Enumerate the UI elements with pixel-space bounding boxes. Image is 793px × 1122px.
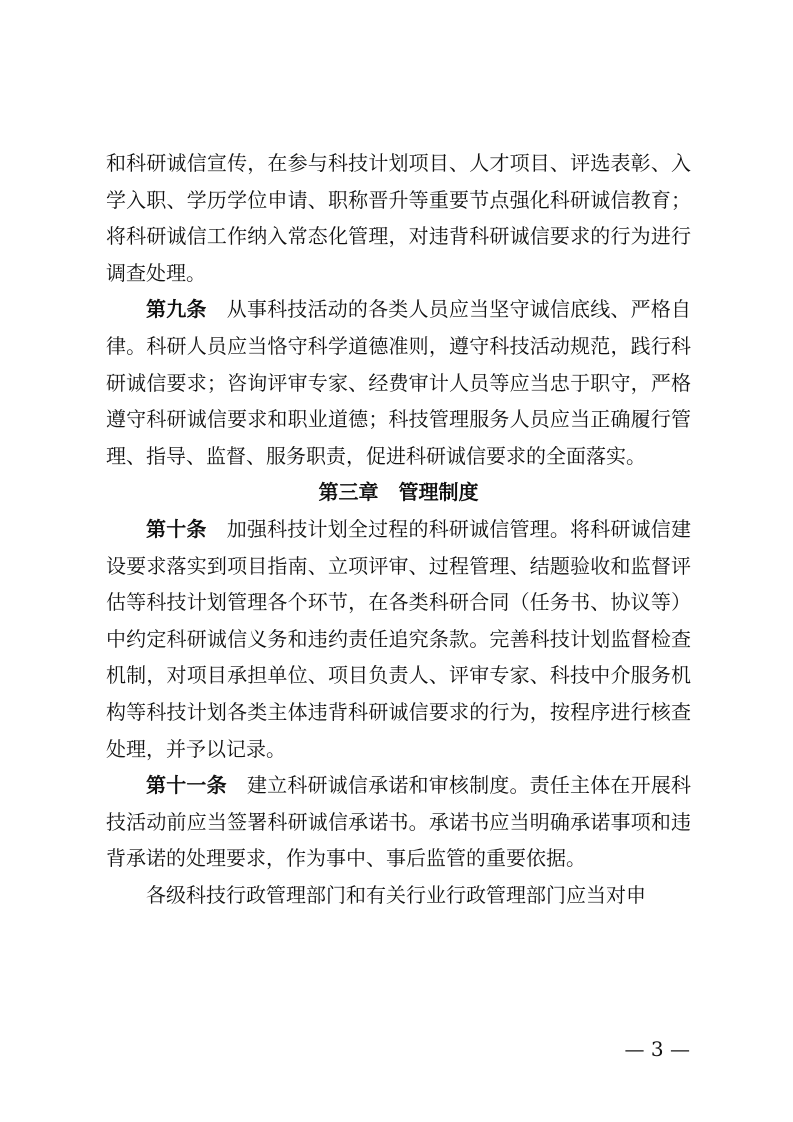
page-number: — 3 — bbox=[624, 1037, 690, 1061]
article-10 bbox=[106, 511, 691, 767]
article-text: 加强科技计划全过程的科研诚信管理。将科研诚信建设要求落实到项目指南、立项评审、过程管理、结题验收和监督评估等科技计划管理各个环节，在各类科研合同（任务书、协议等）中约定科研诚信义务和违约责任追究条款。完善科技计划监督检查机制，对项目承担单位、项目负责人、评审专家、科技中介服务机构等科技计划各类主体违背科研诚信要求的行为，按程序进行核查处理，并予以记录。 bbox=[106, 516, 692, 761]
paragraph-text: 和科研诚信宣传，在参与科技计划项目、人才项目、评选表彰、入学入职、学历学位申请、职称晋升等重要节点强化科研诚信教育；将科研诚信工作纳入常态化管理，对违背科研诚信要求的行为进行调查处理。 bbox=[106, 151, 691, 285]
document-body bbox=[106, 145, 691, 913]
paragraph-text: 各级科技行政管理部门和有关行业行政管理部门应当对申 bbox=[146, 882, 646, 907]
paragraph-continuation bbox=[106, 145, 691, 291]
article-label: 第十条 bbox=[146, 516, 207, 541]
article-11 bbox=[106, 767, 691, 877]
chapter-heading: 第三章 管理制度 bbox=[318, 480, 479, 505]
article-label: 第十一条 bbox=[146, 773, 227, 798]
article-text: 建立科研诚信承诺和审核制度。责任主体在开展科技活动前应当签署科研诚信承诺书。承诺书应当明确承诺事项和违背承诺的处理要求，作为事中、事后监管的重要依据。 bbox=[106, 773, 692, 871]
paragraph-start bbox=[106, 877, 691, 914]
article-9 bbox=[106, 291, 691, 474]
article-text: 从事科技活动的各类人员应当坚守诚信底线、严格自律。科研人员应当恪守科学道德准则，遵守科技活动规范，践行科研诚信要求；咨询评审专家、经费审计人员等应当忠于职守，严格遵守科研诚信要求和职业道德；科技管理服务人员应当正确履行管理、指导、监督、服务职责，促进科研诚信要求的全面落实。 bbox=[106, 297, 692, 468]
article-label: 第九条 bbox=[146, 297, 207, 322]
